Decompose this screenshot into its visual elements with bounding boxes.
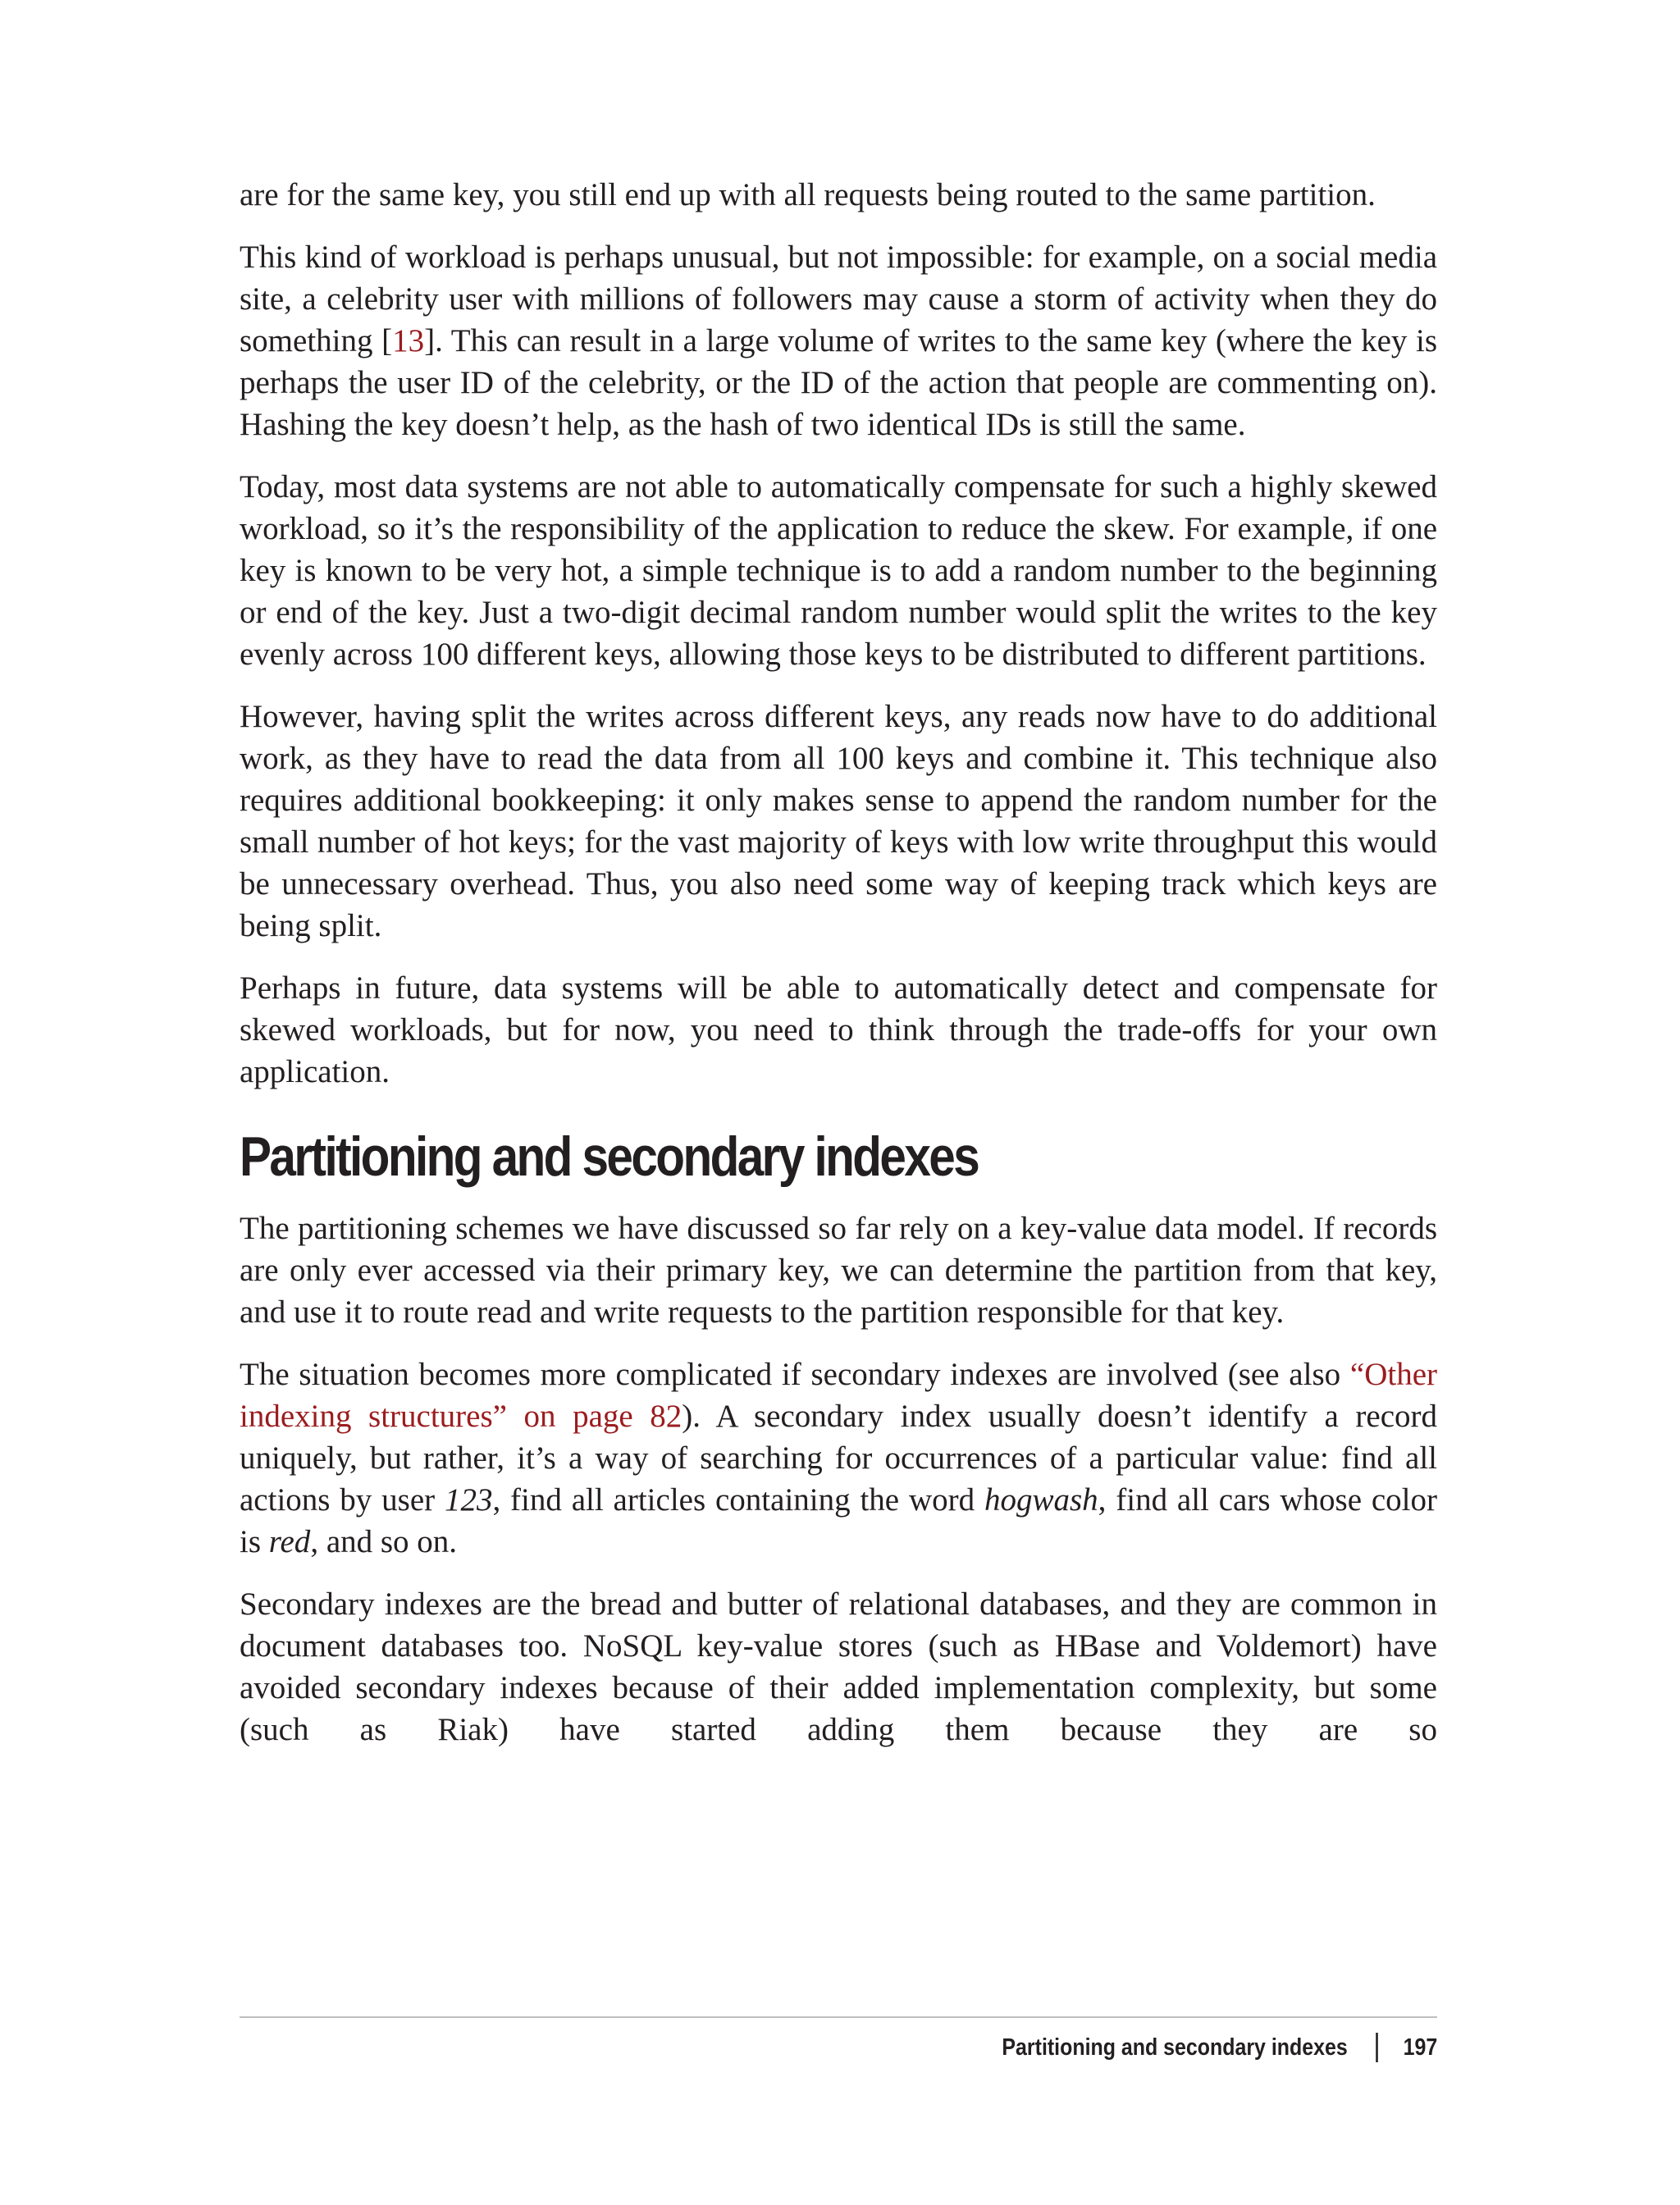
text-span: This kind of workload is perhaps unusual, but not impossible: for example, on a social media site, a celebrity user with millions of followers may cause a storm of activity when they do something [: [240, 240, 1437, 358]
paragraph-secondary-index-intro: [240, 1354, 1437, 1563]
text-span: , find all articles containing the word: [492, 1482, 984, 1518]
footer-rule: [240, 2016, 1437, 2018]
paragraph-continuation: are for the same key, you still end up with all requests being routed to the same partition.: [240, 177, 1376, 212]
text-span: , find all cars whose color is: [240, 1482, 1437, 1559]
citation-link-13[interactable]: 13: [392, 323, 425, 358]
text-span: ]. This can result in a large volume of writes to the same key (where the key is perhaps the user ID of the celebrity, or the ID of the action that people are commenting on). Hashing the key doesn’t help, as the hash of two identical IDs is still the same.: [240, 323, 1438, 442]
page-footer: [1002, 2031, 1437, 2064]
paragraph-celebrity-workload: [240, 236, 1437, 445]
running-title: Partitioning and secondary indexes: [1002, 2034, 1348, 2061]
text-span: , and so on.: [310, 1524, 458, 1559]
section-heading: Partitioning and secondary indexes: [240, 1125, 979, 1188]
paragraph-secondary-index-databases: Secondary indexes are the bread and butter of relational databases, and they are common in document databases too. NoSQL key-value stores (such as HBase and Voldemort) have avoided secondary indexes because of their added implementation complexity, but some (such as Riak) have started adding them because they are so: [240, 1586, 1437, 1747]
emphasis-hogwash: hogwash: [984, 1482, 1098, 1518]
emphasis-red: red: [268, 1524, 311, 1559]
paragraph-partitioning-schemes: The partitioning schemes we have discussed so far rely on a key-value data model. If records are only ever accessed via their primary key, we can determine the partition from that key, and use it to route read and write requests to the partition responsible for that key.: [240, 1211, 1437, 1330]
emphasis-123: 123: [444, 1482, 493, 1518]
page-body: [240, 174, 1437, 1771]
page-number: 197: [1403, 2034, 1437, 2061]
text-span: ). A secondary index usually doesn’t identify a record uniquely, but rather, it’s a way of searching for occurrences of a particular value: find all actions by user: [240, 1399, 1437, 1518]
cross-reference-link[interactable]: “Other indexing structures” on page 82: [240, 1357, 1437, 1434]
footer-separator: [1376, 2033, 1378, 2062]
paragraph-skew-compensation: Today, most data systems are not able to automatically compensate for such a highly skewed workload, so it’s the responsibility of the application to reduce the skew. For example, if one key is known to be very hot, a simple technique is to add a random number to the beginning or end of the key. Just a two-digit decimal random number would split the writes to the key evenly across 100 different keys, allowing those keys to be distributed to different partitions.: [240, 469, 1437, 672]
text-span: The situation becomes more complicated if secondary indexes are involved (see also: [240, 1357, 1350, 1392]
paragraph-future-systems: Perhaps in future, data systems will be able to automatically detect and compensate for skewed workloads, but for now, you need to think through the trade-offs for your own application.: [240, 970, 1437, 1089]
paragraph-split-reads: However, having split the writes across different keys, any reads now have to do additional work, as they have to read the data from all 100 keys and combine it. This technique also requires additional bookkeeping: it only makes sense to append the random number for the small number of hot keys; for the vast majority of keys with low write throughput this would be unnecessary overhead. Thus, you also need some way of keeping track which keys are being split.: [240, 699, 1437, 943]
